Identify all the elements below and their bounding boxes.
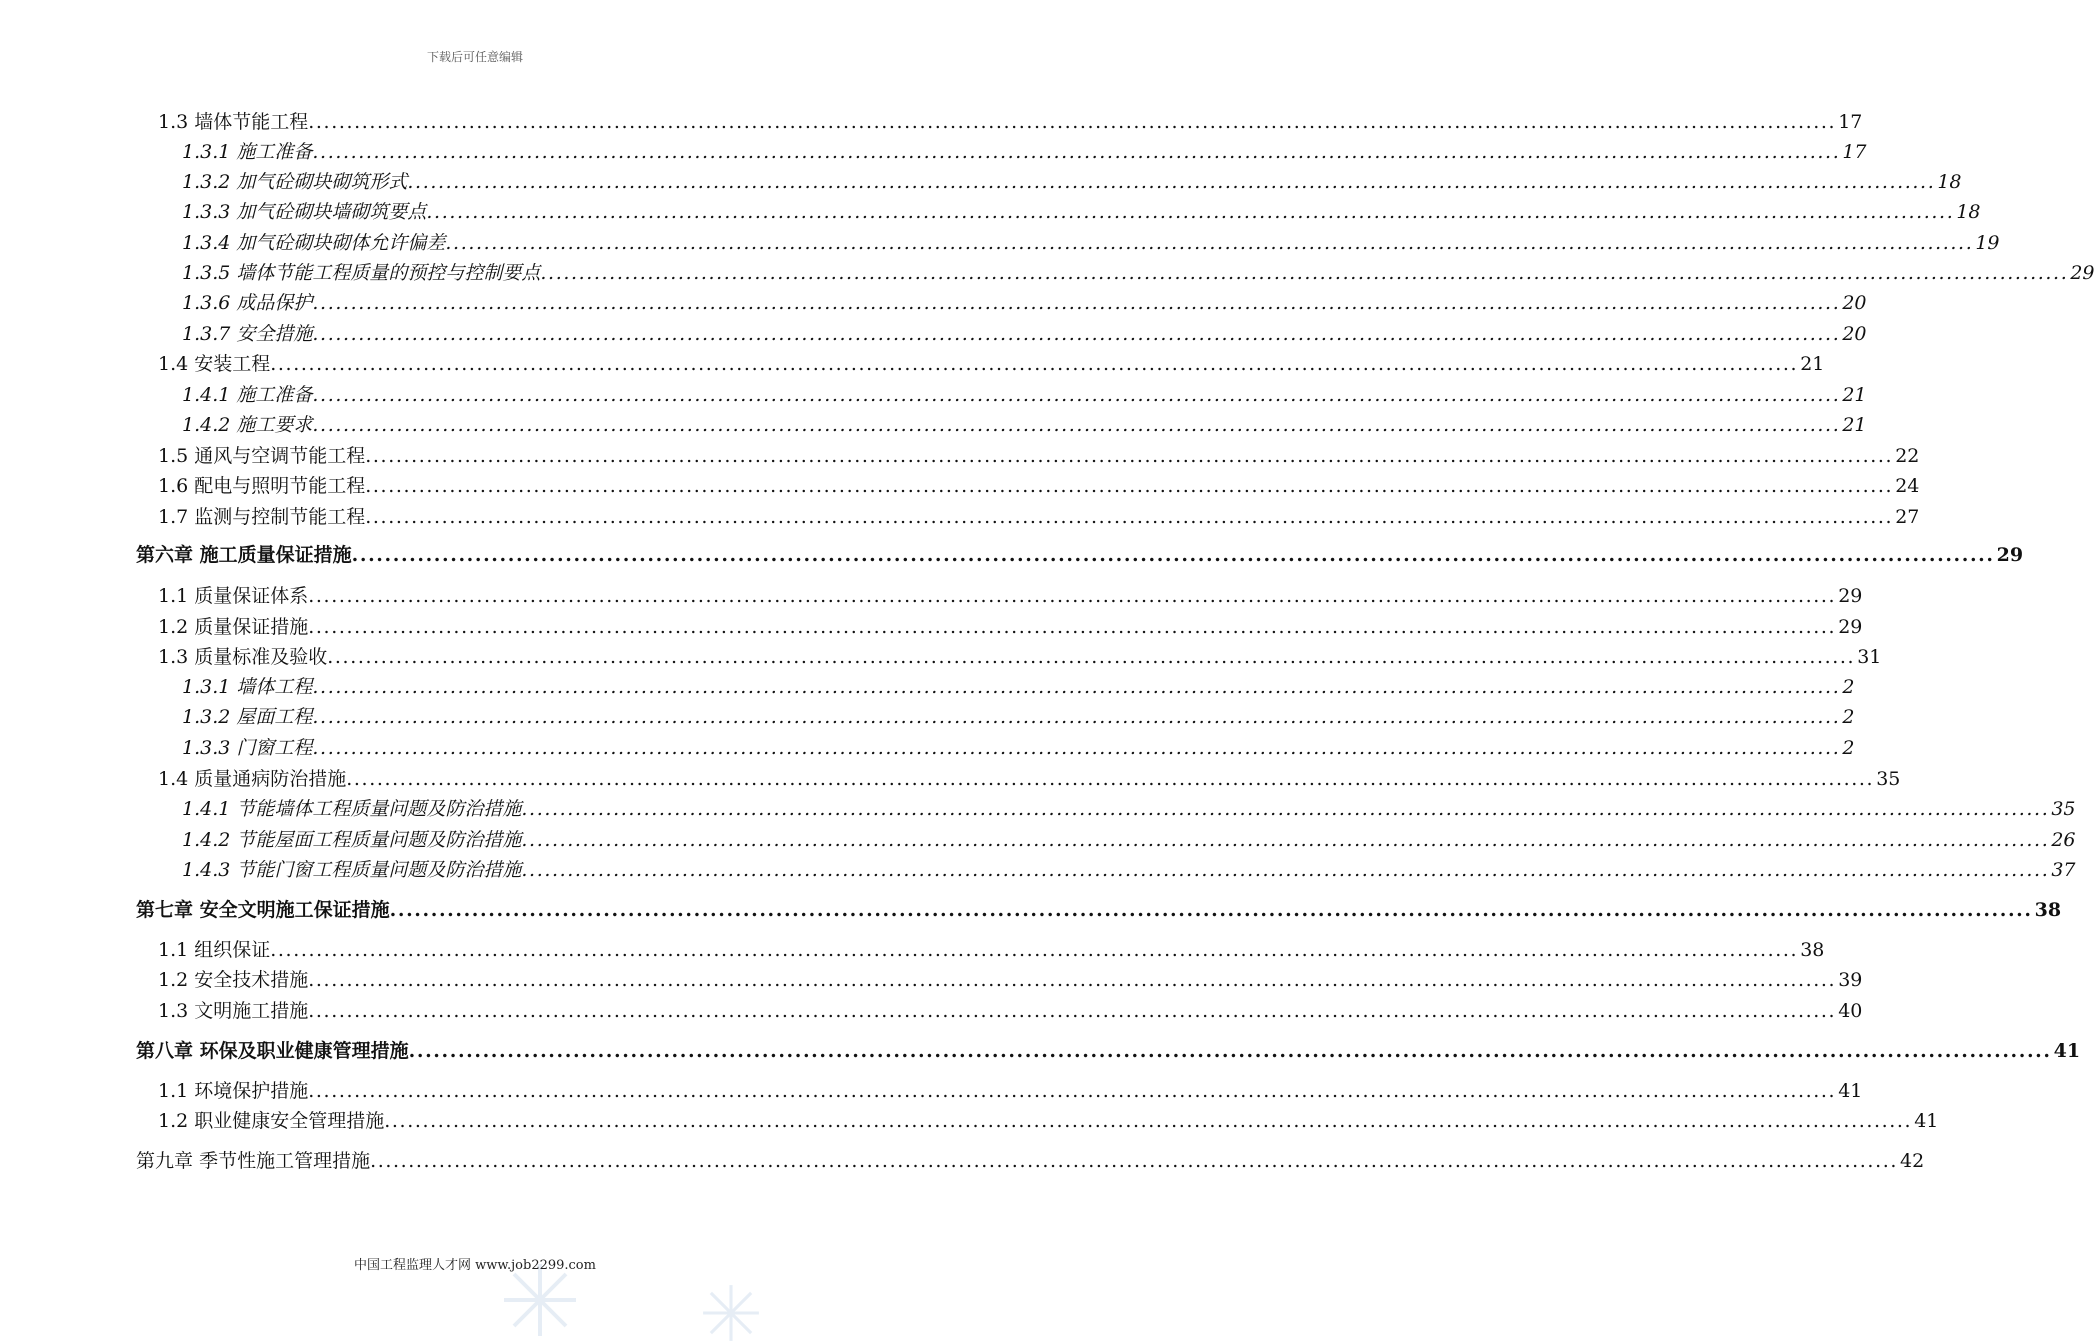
toc-entry-number: 1.3.1 [182, 141, 231, 163]
toc-entry-number: 1.4 [158, 768, 189, 790]
toc-entry[interactable] [182, 856, 2076, 884]
toc-entry[interactable] [158, 472, 1920, 500]
toc-entry-title [182, 411, 312, 439]
toc-entry[interactable] [182, 229, 2000, 257]
toc-page-number: 18 [1956, 201, 1981, 223]
toc-leader-dots: ........................................................................................................................................................................................................ [540, 262, 2069, 284]
toc-entry-text: 墙体工程 [236, 676, 313, 698]
toc-page-number: 17 [1838, 111, 1863, 133]
toc-page-number: 2 [1842, 737, 1855, 759]
toc-entry-text: 质量通病防治措施 [194, 768, 347, 790]
toc-entry[interactable] [182, 259, 2095, 287]
toc-leader-dots: ........................................................................................................................................................................................................ [384, 1110, 1913, 1132]
toc-entry-number: 1.2 [158, 1110, 189, 1132]
toc-page-number: 31 [1857, 646, 1882, 668]
toc-entry-title [182, 673, 312, 701]
toc-page-number: 37 [2051, 859, 2076, 881]
toc-entry-text: 安全技术措施 [194, 969, 309, 991]
toc-entry-title [158, 442, 365, 470]
toc-leader-dots: ........................................................................................................................................................................................................ [365, 445, 1894, 467]
toc-entry-text: 文明施工措施 [194, 1000, 309, 1022]
toc-leader-dots: ........................................................................................................................................................................................................ [312, 676, 1841, 698]
toc-page-number: 22 [1895, 445, 1920, 467]
toc-entry-title [158, 108, 308, 136]
toc-page-number: 18 [1937, 171, 1962, 193]
toc-entry-text: 墙体节能工程 [194, 111, 309, 133]
toc-entry-text: 节能屋面工程质量问题及防治措施 [236, 829, 522, 851]
toc-entry-number: 1.6 [158, 475, 189, 497]
toc-page-number: 35 [1876, 768, 1901, 790]
toc-page-number: 21 [1842, 414, 1867, 436]
toc-entry-text: 季节性施工管理措施 [199, 1150, 371, 1172]
toc-entry[interactable] [182, 703, 1855, 731]
toc-entry-text: 职业健康安全管理措施 [194, 1110, 385, 1132]
toc-entry-text: 安全措施 [236, 323, 313, 345]
toc-entry-text: 质量保证措施 [194, 616, 309, 638]
toc-entry[interactable] [182, 138, 1867, 166]
toc-chapter-entry[interactable] [136, 1147, 1925, 1175]
toc-entry-title [158, 765, 346, 793]
toc-page-number: 29 [1838, 616, 1863, 638]
toc-entry-text: 门窗工程 [236, 737, 313, 759]
toc-entry-text: 环保及职业健康管理措施 [199, 1040, 409, 1062]
toc-entry-number: 1.3.7 [182, 323, 231, 345]
toc-entry-number: 1.3 [158, 1000, 189, 1022]
toc-entry-text: 施工要求 [236, 414, 313, 436]
toc-leader-dots: ........................................................................................................................................................................................................ [308, 1000, 1837, 1022]
toc-chapter-entry[interactable] [136, 1037, 2081, 1065]
toc-entry-text: 施工质量保证措施 [199, 544, 352, 566]
toc-chapter-entry[interactable] [136, 896, 2062, 924]
toc-page-number: 26 [2051, 829, 2076, 851]
toc-entry-number: 1.3 [158, 111, 189, 133]
toc-leader-dots: ........................................................................................................................................................................................................ [445, 232, 1974, 254]
toc-entry-title [158, 582, 308, 610]
toc-page-number: 40 [1838, 1000, 1863, 1022]
toc-page-number: 41 [1838, 1080, 1863, 1102]
toc-entry-number: 1.4.1 [182, 384, 231, 406]
toc-leader-dots: ........................................................................................................................................................................................................ [308, 111, 1837, 133]
toc-entry-title [182, 198, 426, 226]
toc-entry[interactable] [182, 198, 1981, 226]
toc-entry[interactable] [158, 613, 1863, 641]
toc-page-number: 29 [1838, 585, 1863, 607]
toc-leader-dots: ........................................................................................................................................................................................................ [370, 1150, 1898, 1172]
toc-entry-number: 1.1 [158, 939, 189, 961]
toc-page-number: 19 [1975, 232, 2000, 254]
toc-leader-dots: ........................................................................................................................................................................................................ [270, 939, 1799, 961]
toc-entry-title [158, 1107, 384, 1135]
toc-entry-title [182, 289, 312, 317]
toc-entry[interactable] [158, 1077, 1863, 1105]
toc-page-number: 39 [1838, 969, 1863, 991]
toc-entry-number: 1.4.2 [182, 829, 231, 851]
toc-entry-number: 1.4 [158, 353, 189, 375]
toc-entry-number: 1.3.4 [182, 232, 231, 254]
toc-leader-dots: ........................................................................................................................................................................................................ [407, 171, 1936, 193]
toc-entry-title [136, 541, 352, 569]
toc-leader-dots: ........................................................................................................................................................................................................ [521, 829, 2050, 851]
toc-leader-dots: ........................................................................................................................................................................................................ [312, 737, 1841, 759]
toc-entry[interactable] [158, 966, 1863, 994]
toc-entry[interactable] [158, 997, 1863, 1025]
toc-entry-text: 安全文明施工保证措施 [199, 899, 390, 921]
toc-entry-number: 1.3.3 [182, 737, 231, 759]
toc-leader-dots: ........................................................................................................................................................................................................ [346, 768, 1875, 790]
page-header: 下载后可任意编辑 [426, 50, 523, 64]
toc-leader-dots: ........................................................................................................................................................................................................ [521, 798, 2050, 820]
toc-entry-number: 1.4.3 [182, 859, 231, 881]
toc-entry-number: 1.2 [158, 616, 189, 638]
toc-entry-text: 屋面工程 [236, 706, 313, 728]
toc-page-number: 24 [1895, 475, 1920, 497]
toc-entry-number: 1.5 [158, 445, 189, 467]
toc-leader-dots: ........................................................................................................................................................................................................ [365, 475, 1894, 497]
toc-entry[interactable] [158, 1107, 1939, 1135]
toc-page-number: 27 [1895, 506, 1920, 528]
toc-leader-dots: ........................................................................................................................................................................................................ [408, 1040, 2052, 1062]
toc-entry-text: 安装工程 [194, 353, 271, 375]
toc-entry-number: 1.4.1 [182, 798, 231, 820]
toc-entry-text: 监测与控制节能工程 [194, 506, 366, 528]
toc-leader-dots: ........................................................................................................................................................................................................ [365, 506, 1894, 528]
toc-entry[interactable] [182, 320, 1867, 348]
toc-entry-title [158, 966, 308, 994]
toc-entry[interactable] [182, 734, 1855, 762]
toc-entry-title [182, 259, 540, 287]
snowflake-watermark-icon [700, 1282, 762, 1344]
toc-entry[interactable] [182, 168, 1962, 196]
toc-entry-text: 组织保证 [194, 939, 271, 961]
toc-entry-number: 1.3.6 [182, 292, 231, 314]
toc-leader-dots: ........................................................................................................................................................................................................ [308, 969, 1837, 991]
toc-entry-number: 1.3.5 [182, 262, 231, 284]
toc-entry-number: 第九章 [136, 1150, 194, 1172]
toc-entry-text: 质量保证体系 [194, 585, 309, 607]
toc-leader-dots: ........................................................................................................................................................................................................ [308, 585, 1837, 607]
toc-leader-dots: ........................................................................................................................................................................................................ [312, 706, 1841, 728]
toc-entry[interactable] [158, 108, 1863, 136]
toc-entry-text: 施工准备 [236, 141, 313, 163]
toc-page-number: 38 [2034, 899, 2062, 921]
toc-page-number: 21 [1800, 353, 1825, 375]
toc-entry-title [158, 472, 365, 500]
toc-page-number: 2 [1842, 676, 1855, 698]
toc-page-number: 21 [1842, 384, 1867, 406]
toc-entry[interactable] [182, 381, 1867, 409]
toc-entry-title [182, 381, 312, 409]
toc-entry-title [158, 936, 270, 964]
toc-entry[interactable] [182, 289, 1867, 317]
toc-entry-text: 加气砼砌块砌筑形式 [236, 171, 408, 193]
toc-page-number: 17 [1842, 141, 1867, 163]
toc-entry-title [136, 1037, 409, 1065]
toc-entry-number: 1.3.3 [182, 201, 231, 223]
toc-entry-title [182, 734, 312, 762]
toc-chapter-entry[interactable] [136, 541, 2024, 569]
toc-entry-title [136, 1147, 370, 1175]
toc-entry-title [182, 320, 312, 348]
toc-entry-number: 第七章 [136, 899, 194, 921]
toc-entry[interactable] [158, 503, 1920, 531]
toc-entry-title [158, 643, 327, 671]
toc-entry-number: 第八章 [136, 1040, 194, 1062]
toc-leader-dots: ........................................................................................................................................................................................................ [312, 323, 1841, 345]
toc-entry-text: 墙体节能工程质量的预控与控制要点 [236, 262, 541, 284]
toc-entry-text: 通风与空调节能工程 [194, 445, 366, 467]
toc-entry[interactable] [158, 765, 1901, 793]
toc-entry-title [158, 613, 308, 641]
toc-entry-number: 1.1 [158, 585, 189, 607]
toc-entry-title [158, 503, 365, 531]
toc-leader-dots: ........................................................................................................................................................................................................ [312, 414, 1841, 436]
toc-entry-number: 1.7 [158, 506, 189, 528]
toc-entry-number: 1.3.1 [182, 676, 231, 698]
toc-entry[interactable] [158, 643, 1882, 671]
toc-page-number: 29 [1996, 544, 2024, 566]
toc-entry-text: 施工准备 [236, 384, 313, 406]
toc-page-number: 29 [2070, 262, 2095, 284]
toc-entry-title [182, 856, 521, 884]
toc-page-number: 41 [2053, 1040, 2081, 1062]
toc-entry[interactable] [182, 411, 1867, 439]
toc-leader-dots: ........................................................................................................................................................................................................ [426, 201, 1955, 223]
toc-entry[interactable] [158, 582, 1863, 610]
toc-leader-dots: ........................................................................................................................................................................................................ [312, 384, 1841, 406]
toc-leader-dots: ........................................................................................................................................................................................................ [327, 646, 1856, 668]
toc-entry-title [182, 826, 521, 854]
toc-entry-number: 1.4.2 [182, 414, 231, 436]
toc-page-number: 38 [1800, 939, 1825, 961]
toc-page-number: 20 [1842, 323, 1867, 345]
toc-leader-dots: ........................................................................................................................................................................................................ [521, 859, 2050, 881]
toc-leader-dots: ........................................................................................................................................................................................................ [312, 141, 1841, 163]
toc-entry-number: 1.2 [158, 969, 189, 991]
toc-entry-number: 1.3.2 [182, 171, 231, 193]
toc-entry-title [182, 229, 445, 257]
toc-leader-dots: ........................................................................................................................................................................................................ [308, 1080, 1837, 1102]
toc-entry-text: 节能门窗工程质量问题及防治措施 [236, 859, 522, 881]
toc-entry-title [182, 138, 312, 166]
toc-entry-title [158, 997, 308, 1025]
toc-entry-title [182, 168, 407, 196]
toc-entry-number: 第六章 [136, 544, 194, 566]
toc-entry[interactable] [182, 826, 2076, 854]
toc-entry[interactable] [158, 350, 1825, 378]
toc-leader-dots: ........................................................................................................................................................................................................ [270, 353, 1799, 375]
toc-leader-dots: ........................................................................................................................................................................................................ [312, 292, 1841, 314]
toc-page-number: 20 [1842, 292, 1867, 314]
toc-page-number: 41 [1914, 1110, 1939, 1132]
toc-page-number: 42 [1900, 1150, 1925, 1172]
page-footer: 中国工程监理人才网 www.job2299.com [354, 1258, 596, 1273]
toc-entry[interactable] [158, 442, 1920, 470]
toc-entry-title [136, 896, 390, 924]
toc-entry-text: 加气砼砌块墙砌筑要点 [236, 201, 427, 223]
toc-entry[interactable] [182, 795, 2076, 823]
toc-leader-dots: ........................................................................................................................................................................................................ [351, 544, 1995, 566]
toc-entry-text: 配电与照明节能工程 [194, 475, 366, 497]
toc-entry[interactable] [158, 936, 1825, 964]
toc-entry-text: 节能墙体工程质量问题及防治措施 [236, 798, 522, 820]
toc-entry-number: 1.3.2 [182, 706, 231, 728]
toc-entry-title [182, 703, 312, 731]
toc-page-number: 2 [1842, 706, 1855, 728]
toc-leader-dots: ........................................................................................................................................................................................................ [308, 616, 1837, 638]
toc-entry-text: 加气砼砌块砌体允许偏差 [236, 232, 446, 254]
toc-entry-number: 1.1 [158, 1080, 189, 1102]
toc-entry-text: 成品保护 [236, 292, 313, 314]
toc-entry-text: 环境保护措施 [194, 1080, 309, 1102]
toc-page-number: 35 [2051, 798, 2076, 820]
toc-entry-number: 1.3 [158, 646, 189, 668]
toc-entry-text: 质量标准及验收 [194, 646, 328, 668]
toc-entry-title [158, 350, 270, 378]
toc-entry-title [158, 1077, 308, 1105]
toc-leader-dots: ........................................................................................................................................................................................................ [389, 899, 2033, 921]
toc-entry[interactable] [182, 673, 1855, 701]
toc-entry-title [182, 795, 521, 823]
